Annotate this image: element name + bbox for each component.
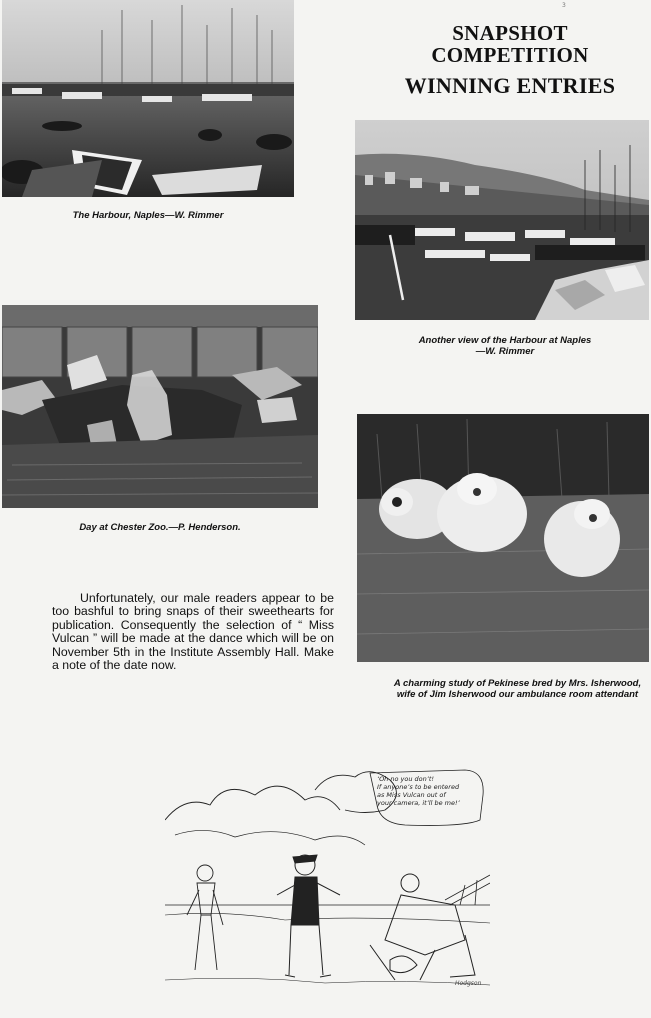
article-text: Unfortunately, our male readers appear to be too bashful to bring snaps of their sweethearts for publication. Consequently the selection of “ Miss Vulcan ” will be made at the dance which will be on November 5th in the Institute Assembly Hall. Make a note of the date now.	[52, 591, 334, 673]
title-line-competition: COMPETITION	[431, 43, 589, 67]
photo-chester-zoo	[2, 305, 318, 508]
caption-harbour-naples: The Harbour, Naples—W. Rimmer	[72, 210, 224, 221]
photo-harbour-naples-view	[355, 120, 649, 320]
caption-chester-zoo: Day at Chester Zoo.—P. Henderson.	[79, 522, 241, 533]
cartoon-signature: Hodgson	[455, 980, 482, 987]
photo-pekinese	[357, 414, 649, 662]
caption-harbour-naples-view: Another view of the Harbour at Naples —W. Rimmer	[418, 335, 592, 357]
page-title	[380, 22, 640, 98]
page-number: 3	[562, 2, 566, 9]
cartoon-speech-bubble: ‘Oh no you don’t! If anyone’s to be entered as Miss Vulcan out of your camera, it’ll be me!’	[377, 775, 460, 807]
title-line-snapshot: SNAPSHOT	[452, 21, 568, 45]
title-line-winning-entries: WINNING ENTRIES	[404, 73, 616, 98]
photo-harbour-naples	[2, 0, 294, 197]
caption-pekinese: A charming study of Pekinese bred by Mrs. Isherwood, wife of Jim Isherwood our ambulance room attendant	[393, 678, 642, 700]
